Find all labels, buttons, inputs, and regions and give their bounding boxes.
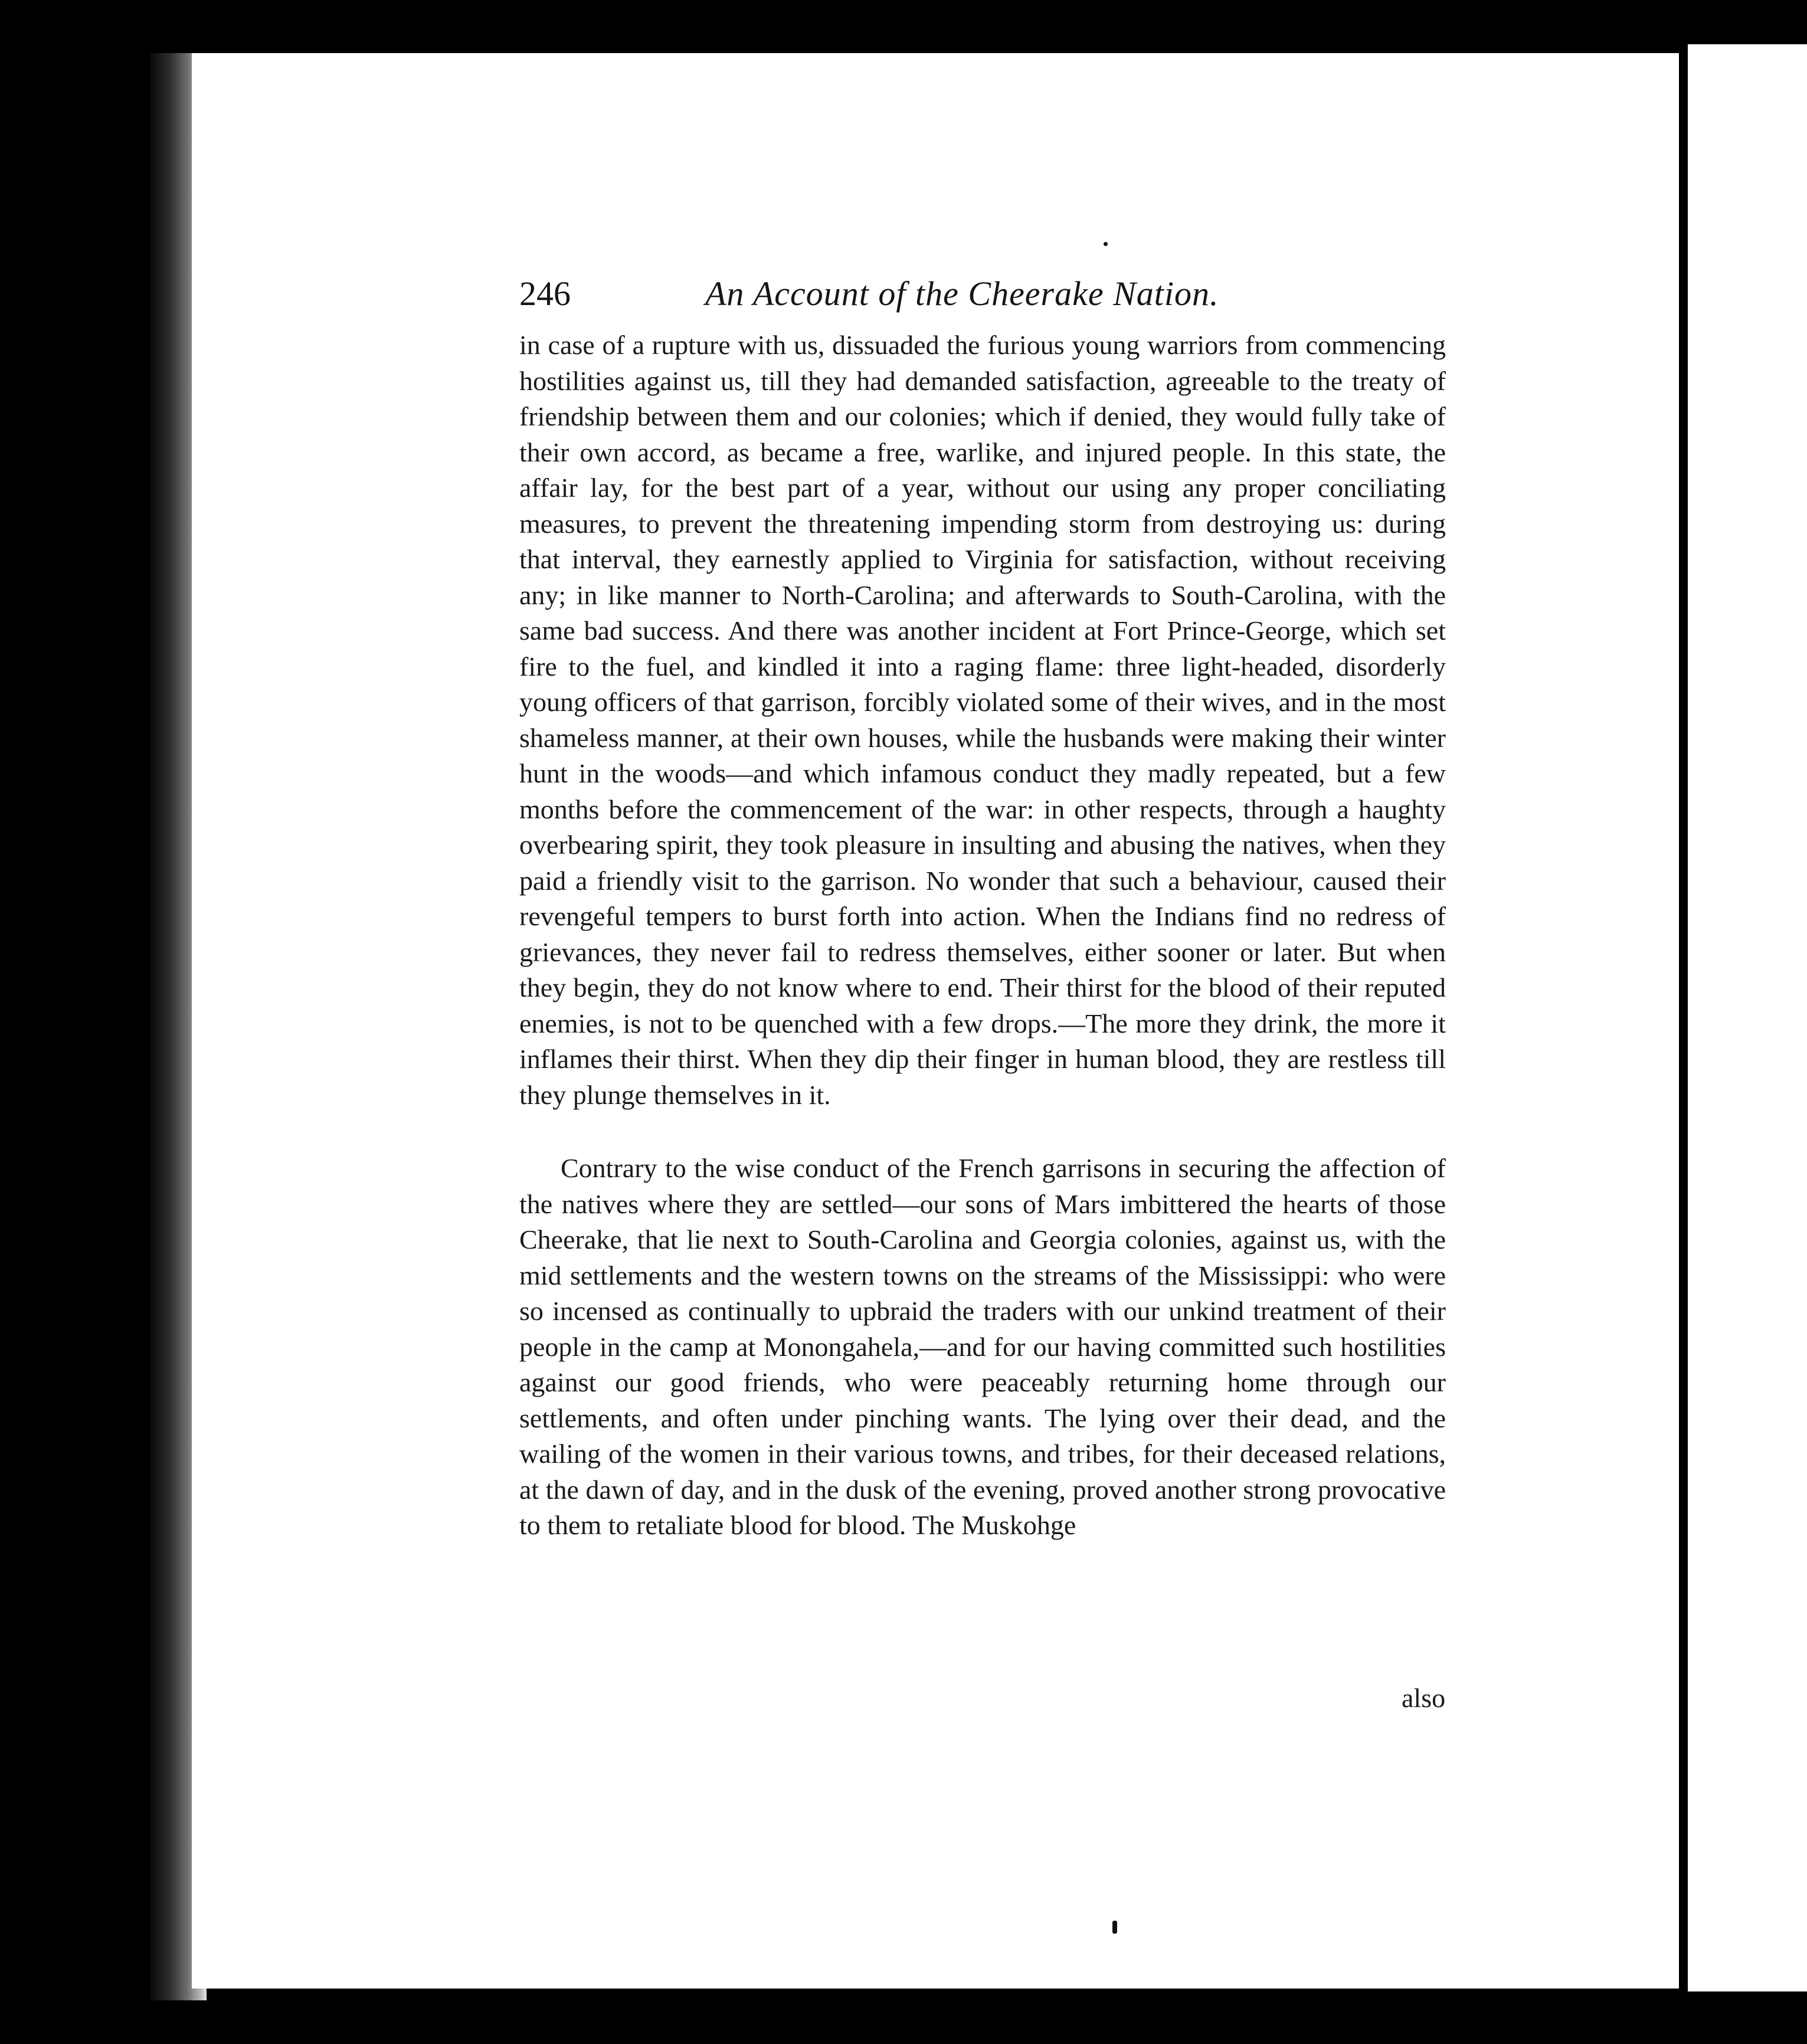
page-number: 246 [519, 274, 571, 313]
catchword: also [1402, 1683, 1446, 1713]
paragraph-2: Contrary to the wise conduct of the French garrisons in securing the affection of the natives where they are settled—our sons of Mars imbittered the hearts of those Cheerake, that lie next to South-Carolina and Georgia colonies, against us, with the mid settlements and the western towns on the streams of the Mississippi: who were so incensed as continually to upbraid the traders with our unkind treatment of their people in the camp at Monongahela,—and for our having committed such hostilities against our good friends, who were peaceably returning home through our settlements, and often under pinching wants. The lying over their dead, and the wailing of the women in their various towns, and tribes, for their deceased relations, at the dawn of day, and in the dusk of the evening, proved another strong provocative to them to retaliate blood for blood. The Muskohge [519, 1153, 1446, 1540]
paragraph-1: in case of a rupture with us, dissuaded the furious young warriors from commencing hostilities against us, till they had demanded satisfaction, agreeable to the treaty of friendship between them and our colonies; which if denied, they would fully take of their own accord, as became a free, warlike, and injured people. In this state, the affair lay, for the best part of a year, without our using any proper conciliating measures, to prevent the threatening impending storm from destroying us: during that interval, they earnestly applied to Virginia for satisfaction, without receiving any; in like manner to North-Carolina; and afterwards to South-Carolina, with the same bad success. And there was another incident at Fort Prince-George, which set fire to the fuel, and kindled it into a raging flame: three light-headed, disorderly young officers of that garrison, forcibly violated some of their wives, and in the most shameless manner, at their own houses, while the husbands were making their winter hunt in the woods—and which infamous conduct they madly repeated, but a few months before the commencement of the war: in other respects, through a haughty overbearing spirit, they took pleasure in insulting and abusing the natives, when they paid a friendly visit to the garrison. No wonder that such a behaviour, caused their revengeful tempers to burst forth into action. When the Indians find no redress of grievances, they never fail to redress themselves, either sooner or later. But when they begin, they do not know where to end. Their thirst for the blood of their reputed enemies, is not to be quenched with a few drops.—The more they drink, the more it inflames their thirst. When they dip their finger in human blood, they are restless till they plunge themselves in it. [519, 330, 1446, 1110]
running-head [519, 270, 1440, 317]
ink-speck [1104, 242, 1108, 246]
facing-page-edge [1688, 44, 1807, 1991]
body-text [519, 327, 1446, 1544]
running-title: An Account of the Cheerake Nation. [705, 274, 1219, 313]
ink-speck [1112, 1921, 1117, 1934]
